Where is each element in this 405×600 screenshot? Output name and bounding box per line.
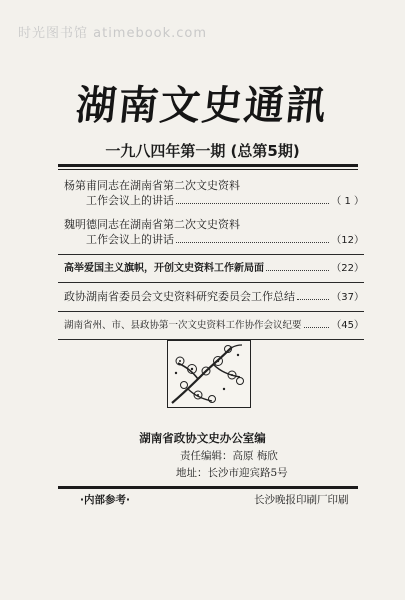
toc-entry-1-subtitle: 工作会议上的讲话 — [86, 194, 174, 207]
toc-entry-3-title: 高举爱国主义旗帜，开创文史资料工作新局面 — [64, 263, 264, 274]
toc-entry-2-title: 魏明德同志在湖南省第二次文史资料 — [64, 218, 240, 231]
toc-entry-5-page: （45） — [331, 320, 364, 331]
toc-entry-3[interactable] — [64, 261, 364, 276]
toc-entry-2[interactable] — [64, 217, 364, 248]
top-rule — [58, 164, 358, 167]
toc-entry-1-page: （ 1 ） — [331, 196, 364, 207]
top-rule-thin — [58, 169, 358, 170]
toc-entry-1-title: 杨第甫同志在湖南省第二次文史资料 — [64, 179, 240, 192]
toc-entry-2-subtitle: 工作会议上的讲话 — [86, 233, 174, 246]
leader-dots — [304, 327, 330, 328]
masthead-title: 湖南文史通訊 — [73, 82, 331, 129]
plum-blossom-illustration — [167, 340, 251, 408]
toc-entry-4[interactable] — [64, 289, 364, 305]
toc-entry-3-page: （22） — [331, 263, 364, 274]
toc-entry-5-title: 湖南省州、市、县政协第一次文史资料工作协作会议纪要 — [64, 320, 302, 331]
toc-entry-2-page: （12） — [331, 235, 364, 246]
bottom-rule — [58, 486, 358, 489]
plum-blossom-icon — [168, 341, 250, 407]
publisher-line: 湖南省政协文史办公室编 — [139, 431, 266, 445]
toc-divider — [58, 254, 364, 255]
leader-dots — [176, 242, 329, 243]
toc-entry-4-title: 政协湖南省委员会文史资料研究委员会工作总结 — [64, 290, 295, 303]
watermark-text: 时光图书馆 atimebook.com — [18, 26, 208, 41]
internal-reference-label: ·内部参考· — [80, 494, 130, 506]
toc-entry-1[interactable] — [64, 178, 364, 209]
toc-divider — [58, 311, 364, 312]
leader-dots — [266, 270, 329, 271]
toc-entry-5[interactable] — [64, 318, 364, 333]
leader-dots — [176, 203, 329, 204]
editor-line: 责任编辑：高原 梅欣 — [180, 450, 278, 462]
toc-divider — [58, 282, 364, 283]
toc-entry-4-page: （37） — [331, 292, 364, 303]
address-line: 地址：长沙市迎宾路5号 — [176, 467, 288, 479]
table-of-contents — [64, 178, 364, 346]
issue-label: 一九八四年第一期 (总第5期) — [105, 142, 300, 160]
printer-line: 长沙晚报印刷厂印刷 — [254, 494, 349, 506]
leader-dots — [297, 299, 329, 300]
